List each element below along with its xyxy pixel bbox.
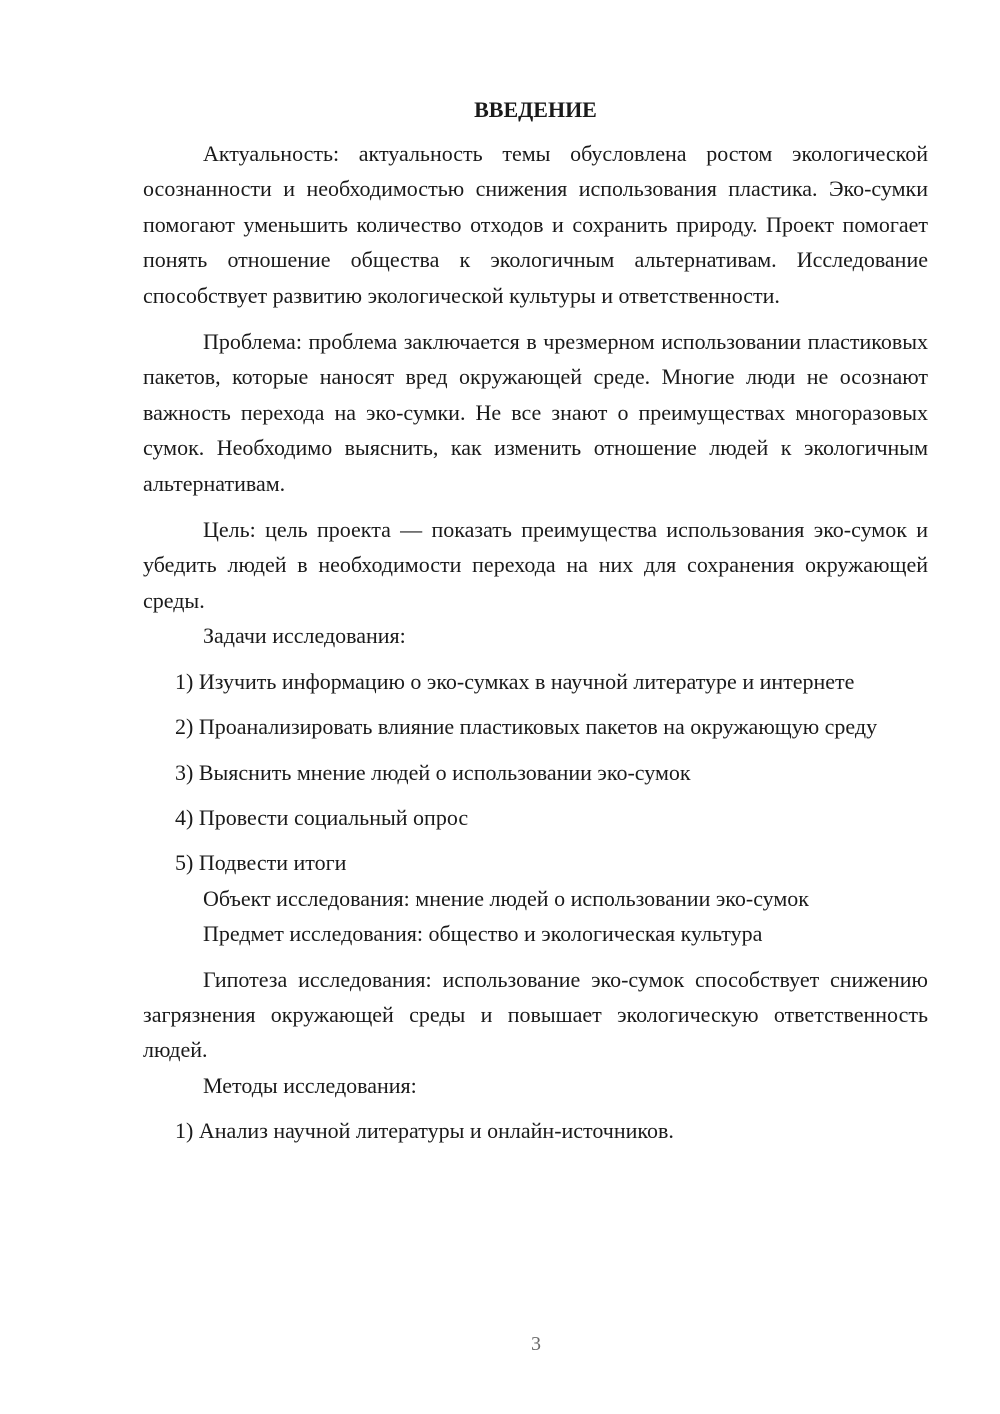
- task-item-1: 1) Изучить информацию о эко-сумках в научной литературе и интернете: [175, 668, 855, 694]
- relevance-paragraph: Актуальность: актуальность темы обусловлена ростом экологической осознанности и необходимостью снижения использования пластика. Эко-сумки помогают уменьшить количество отходов и сохранить природу. Проект помогает понять отношение общества к экологичным альтернативам. Исследование способствует развитию экологической культуры и ответственности.: [143, 141, 928, 308]
- task-item-2: 2) Проанализировать влияние пластиковых пакетов на окружающую среду: [175, 714, 878, 740]
- methods-heading: Методы исследования:: [203, 1072, 417, 1098]
- document-page: [143, 94, 928, 1149]
- task-item-5: 5) Подвести итоги: [175, 850, 347, 876]
- page-number: 3: [531, 1333, 541, 1355]
- subject-line: Предмет исследования: общество и экологическая культура: [203, 921, 763, 947]
- tasks-heading: Задачи исследования:: [203, 623, 406, 649]
- object-line: Объект исследования: мнение людей о использовании эко-сумок: [203, 885, 809, 911]
- hypothesis-paragraph: Гипотеза исследования: использование эко-сумок способствует снижению загрязнения окружающей среды и повышает экологическую ответственность людей.: [143, 966, 928, 1063]
- page-title: ВВЕДЕНИЕ: [474, 97, 597, 122]
- method-item-1: 1) Анализ научной литературы и онлайн-источников.: [175, 1118, 674, 1144]
- problem-paragraph: Проблема: проблема заключается в чрезмерном использовании пластиковых пакетов, которые наносят вред окружающей среде. Многие люди не осознают важность перехода на эко-сумки. Не все знают о преимуществах многоразовых сумок. Необходимо выяснить, как изменить отношение людей к экологичным альтернативам.: [143, 329, 928, 496]
- task-item-4: 4) Провести социальный опрос: [175, 804, 469, 830]
- task-item-3: 3) Выяснить мнение людей о использовании эко-сумок: [175, 759, 691, 785]
- goal-paragraph: Цель: цель проекта — показать преимущества использования эко-сумок и убедить людей в необходимости перехода на них для сохранения окружающей среды.: [143, 517, 928, 613]
